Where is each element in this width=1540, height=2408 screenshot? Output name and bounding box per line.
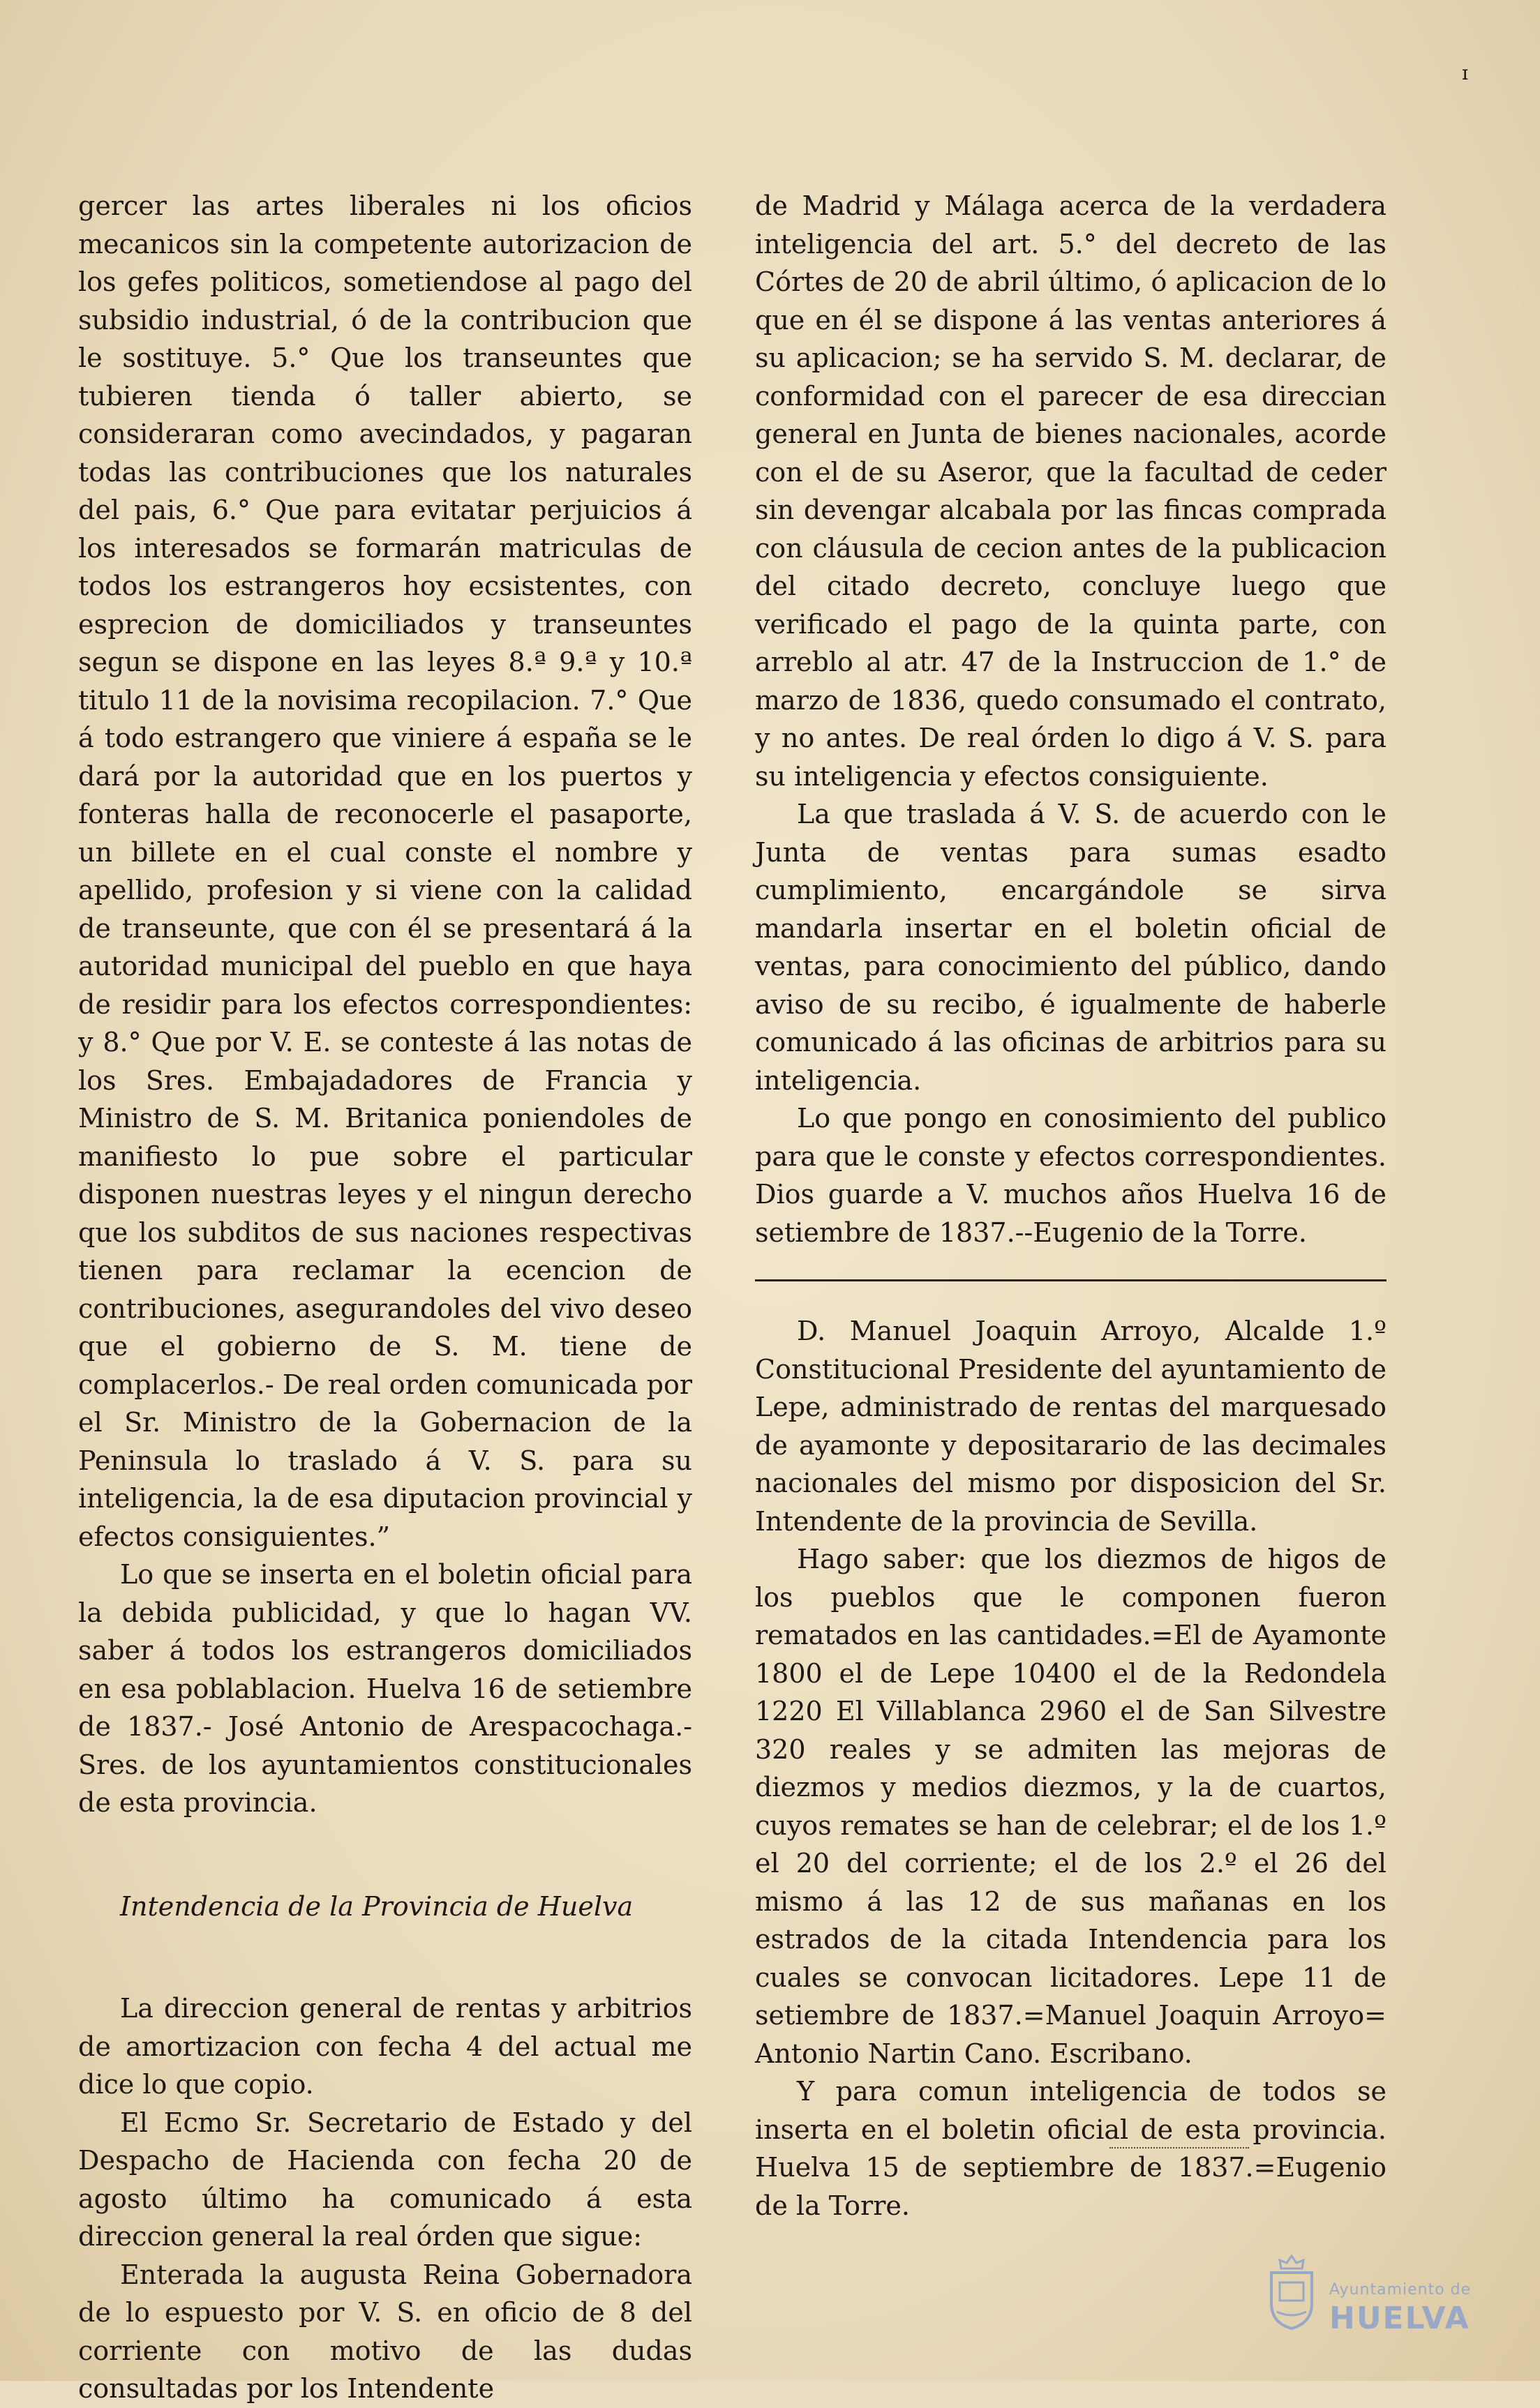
section-divider xyxy=(755,1279,1386,1281)
watermark-city: HUELVA xyxy=(1329,2301,1470,2336)
left-paragraph-1: gercer las artes liberales ni los oficios mecanicos sin la competente autorizacion de los gefes politicos, sometiendose al pago del subsidio industrial, ó de la contribucion que le sostituye. 5.° Que los transeuntes que tubieren tienda ó taller abierto, se consideraran como avecindados, y pagaran todas las contribuciones que los naturales del pais, 6.° Que para evitatar perjuicios á los interesados se formarán matriculas de todos los estrangeros hoy ecsistentes, con esprecion de domiciliados y transeuntes segun se dispone en las leyes 8.ª 9.ª y 10.ª titulo 11 de la novisima recopilacion. 7.° Que á todo estrangero que viniere á españa se le dará por la autoridad que en los puertos y fonteras halla de reconocerle el pasaporte, un billete en el cual conste el nombre y apellido, profesion y si viene con la calidad de transeunte, que con él se presentará á la autoridad municipal del pueblo en que haya de residir para los efectos correspondientes: y 8.° Que por V. E. se conteste á las notas de los Sres. Embajadadores de Francia y Ministro de S. M. Britanica poniendoles de manifiesto lo pue sobre el particular disponen nuestras leyes y el ningun derecho que los subditos de sus naciones respectivas tienen para reclamar la ecencion de contribuciones, asegurandoles del vivo deseo que el gobierno de S. M. tiene de complacerlos.- De real orden comunicada por el Sr. Ministro de la Gobernacion de la Peninsula lo traslado á V. S. para su inteligencia, la de esa diputacion provincial y efectos consiguientes.” xyxy=(78,190,692,1552)
section-heading-intendencia: Intendencia de la Provincia de Huelva xyxy=(120,1890,634,1922)
right-paragraph-3: Lo que pongo en conosimiento del publico para que le conste y efectos correspondientes. Dios guarde a V. muchos años Huelva 16 de setiembre de 1837.--Eugenio de la Torre. xyxy=(755,1103,1386,1248)
left-paragraph-2: Lo que se inserta en el boletin oficial para la debida publicidad, y que lo hagan VV. saber á todos los estrangeros domiciliados en esa poblablacion. Huelva 16 de setiembre de 1837.- José Antonio de Arespacochaga.- Sres. de los ayuntamientos constitucionales de esta provincia. xyxy=(78,1559,692,1818)
dotted-rule xyxy=(1109,2147,1249,2149)
left-paragraph-3: La direccion general de rentas y arbitrios de amortizacion con fecha 4 del actual me dice lo que copio. xyxy=(78,1993,692,2100)
left-paragraph-5: Enterada la augusta Reina Gobernadora de lo espuesto por V. S. en oficio de 8 del corriente con motivo de las dudas consultadas por los Intendente xyxy=(78,2259,692,2404)
page-marker: ɪ xyxy=(1462,61,1468,84)
crest-icon xyxy=(1263,2253,1320,2331)
right-paragraph-5: Hago saber: que los diezmos de higos de los pueblos que le componen fueron rematados en las cantidades.=El de Ayamonte 1800 el de Lepe 10400 el de la Redondela 1220 El Villablanca 2960 el de San Silvestre 320 reales y se admiten las mejoras de diezmos y medios diezmos, y la de cuartos, cuyos remates se han de celebrar; el de los 1.º el 20 del corriente; el de los 2.º el 26 del mismo á las 12 de sus mañanas en los estrados de la citada Intendencia para los cuales se convocan licitadores. Lepe 11 de setiembre de 1837.=Manuel Joaquin Arroyo= Antonio Nartin Cano. Escribano. xyxy=(755,1544,1386,2069)
left-column xyxy=(78,187,692,2408)
right-paragraph-4: D. Manuel Joaquin Arroyo, Alcalde 1.º Constitucional Presidente del ayuntamiento de Lepe, administrado de rentas del marquesado de ayamonte y depositarario de las decimales nacionales del mismo por disposicion del Sr. Intendente de la provincia de Sevilla. xyxy=(755,1316,1386,1537)
watermark-label: Ayuntamiento de xyxy=(1329,2281,1472,2298)
right-paragraph-1: de Madrid y Málaga acerca de la verdadera inteligencia del art. 5.° del decreto de las Córtes de 20 de abril último, ó aplicacion de lo que en él se dispone á las ventas anteriores á su aplicacion; se ha servido S. M. declarar, de conformidad con el parecer de esa direccian general en Junta de bienes nacionales, acorde con el de su Aseror, que la facultad de ceder sin devengar alcabala por las fincas comprada con cláusula de cecion antes de la publicacion del citado decreto, concluye luego que verificado el pago de la quinta parte, con arreblo al atr. 47 de la Instruccion de 1.° de marzo de 1836, quedo consumado el contrato, y no antes. De real órden lo digo á V. S. para su inteligencia y efectos consiguiente. xyxy=(755,190,1386,792)
left-paragraph-4: El Ecmo Sr. Secretario de Estado y del Despacho de Hacienda con fecha 20 de agosto último ha comunicado á esta direccion general la real órden que sigue: xyxy=(78,2107,692,2252)
right-column xyxy=(755,187,1386,2225)
right-paragraph-2: La que traslada á V. S. de acuerdo con le Junta de ventas para sumas esadto cumplimiento, encargándole se sirva mandarla insertar en el boletin oficial de ventas, para conocimiento del público, dando aviso de su recibo, é igualmente de haberle comunicado á las oficinas de arbitrios para su inteligencia. xyxy=(755,799,1386,1096)
right-paragraph-6: Y para comun inteligencia de todos se inserta en el boletin oficial de esta provincia. Huelva 15 de septiembre de 1837.=Eugenio de la Torre. xyxy=(755,2076,1386,2221)
